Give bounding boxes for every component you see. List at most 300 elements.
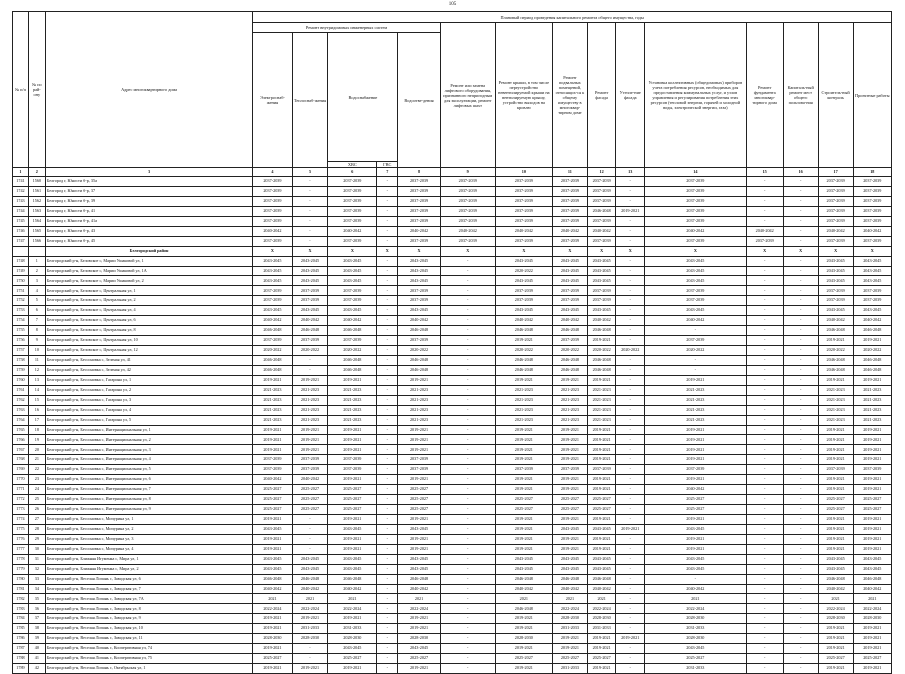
table-cell: 2022-2024 [292,604,328,614]
table-cell: 2020-2022 [587,346,616,356]
column-number-row [13,168,892,177]
table-cell: 2040-2042 [818,584,853,594]
table-cell: Белгородский р-н, Беловское с, Центральная ул, 12 [45,346,253,356]
table-cell: 33 [28,574,45,584]
table-cell: 2028-2030 [398,634,440,644]
table-cell: - [783,266,818,276]
table-cell: 2037-2039 [645,206,747,216]
table-cell: 2043-2045 [253,276,292,286]
table-cell: 1770 [13,475,29,485]
table-cell: 2040-2042 [253,584,292,594]
table-cell: - [616,514,645,524]
table-row [13,524,892,534]
table-cell: 2021-2023 [398,395,440,405]
table-cell: 2040-2042 [853,226,891,236]
table-cell: 2025-2027 [818,505,853,515]
table-cell: - [783,186,818,196]
table-cell: 2019-2021 [398,544,440,554]
table-cell: 2046-2048 [292,574,328,584]
table-cell: 2019-2021 [616,524,645,534]
table-cell: 2021-2023 [495,385,552,395]
table-cell: 2037-2039 [853,206,891,216]
table-cell: - [783,475,818,485]
table-cell: 2028-2030 [587,614,616,624]
table-cell: - [292,544,328,554]
table-cell: 2019-2021 [645,435,747,445]
table-cell: - [440,365,495,375]
table-cell: 2019-2021 [853,644,891,654]
table-cell: 1765 [13,425,29,435]
table-cell: 2040-2042 [398,584,440,594]
table-cell: 25 [28,495,45,505]
table-cell: 2021-2023 [818,405,853,415]
table-cell: 2043-2045 [552,554,587,564]
table-cell: 2043-2045 [645,266,747,276]
table-cell: - [783,405,818,415]
table-cell: Белгородский р-н, Бессоновка с, Мичурина ул, 2 [45,524,253,534]
table-cell: 1754 [13,316,29,326]
table-cell: - [783,415,818,425]
table-cell: 1762 [13,395,29,405]
table-cell: 2020-2022 [853,346,891,356]
table-cell: 2019-2021 [328,425,377,435]
table-cell: - [440,654,495,664]
table-cell: 2043-2045 [328,564,377,574]
table-cell: 22 [28,465,45,475]
table-cell: 2037-2039 [818,196,853,206]
table-cell: 2019-2021 [328,514,377,524]
table-cell: - [746,196,783,206]
table-cell: Белгородский р-н, Бессоновка с, Интернациональная ул, 5 [45,465,253,475]
table-cell: 2019-2021 [253,644,292,654]
table-cell: 2043-2045 [587,256,616,266]
table-cell: 2021 [328,594,377,604]
table-cell: 2037-2039 [552,336,587,346]
table-cell: 2019-2021 [853,435,891,445]
table-cell: 2037-2039 [292,455,328,465]
table-cell: 2046-2048 [495,604,552,614]
table-cell: - [440,584,495,594]
table-cell: - [377,634,398,644]
table-cell: 2037-2039 [853,186,891,196]
table-cell: - [377,206,398,216]
table-cell: 2021-2023 [818,415,853,425]
table-cell: - [746,256,783,266]
table-cell: 1760 [13,375,29,385]
table-cell: 2037-2039 [440,177,495,187]
table-cell: 2040-2042 [645,226,747,236]
header-elec: Электроснаб-жения [253,33,292,168]
table-cell: 2019-2021 [552,534,587,544]
table-cell: 2037-2039 [253,177,292,187]
table-cell: 2019-2021 [552,455,587,465]
table-cell: 2037-2039 [398,336,440,346]
table-cell: 2037-2039 [587,186,616,196]
table-cell: 2043-2045 [253,564,292,574]
table-cell: 2020-2022 [645,346,747,356]
table-cell: 15 [746,168,783,177]
table-cell: - [440,455,495,465]
table-cell: 2025-2027 [587,495,616,505]
table-cell: - [377,326,398,336]
table-cell: 17 [818,168,853,177]
table-cell: - [616,266,645,276]
table-cell: 2037-2039 [253,186,292,196]
table-cell: Белгородский р-н, Бессоновка с, Интернациональная ул, 8 [45,495,253,505]
table-cell: Белгородский р-н, Бессоновка с, Мичурина ул, 4 [45,544,253,554]
table-cell: 15 [28,395,45,405]
table-cell: 2019-2021 [587,445,616,455]
table-cell: - [616,554,645,564]
table-row [13,196,892,206]
table-cell: 2019-2021 [853,425,891,435]
table-cell: - [746,336,783,346]
table-cell: - [377,435,398,445]
table-cell: 1566 [28,236,45,246]
table-cell: X [587,246,616,256]
table-cell: 2046-2048 [552,574,587,584]
table-cell: 2043-2045 [587,276,616,286]
table-cell: 2019-2021 [328,544,377,554]
table-cell: 2043-2045 [292,306,328,316]
table-cell: 2019-2021 [818,425,853,435]
table-cell: 2037-2039 [645,186,747,196]
table-cell: 1771 [13,485,29,495]
table-row [13,495,892,505]
table-row [13,346,892,356]
table-cell: 2043-2045 [398,266,440,276]
table-cell: 1745 [13,216,29,226]
table-row [13,316,892,326]
table-cell: - [746,564,783,574]
table-cell: 2022-2024 [853,604,891,614]
table-cell: - [440,316,495,326]
table-cell: 1 [28,256,45,266]
table-cell: X [552,246,587,256]
table-cell: 2020-2022 [616,346,645,356]
table-row [13,644,892,654]
table-cell: 29 [28,534,45,544]
table-cell: 2043-2045 [587,524,616,534]
table-cell: 2021 [398,594,440,604]
table-cell: - [377,365,398,375]
table-cell: 2043-2045 [328,524,377,534]
table-cell: 2037-2039 [818,296,853,306]
table-cell: 2019-2021 [853,544,891,554]
table-cell: - [440,326,495,336]
table-cell: 2037-2039 [587,236,616,246]
table-cell: 2037-2039 [587,296,616,306]
table-cell: - [616,276,645,286]
table-cell: 2019-2021 [587,534,616,544]
table-row [13,475,892,485]
table-cell: 2019-2021 [853,475,891,485]
table-cell: 31 [28,554,45,564]
table-cell: 3 [45,168,253,177]
table-row [13,326,892,336]
table-cell: 2037-2039 [552,465,587,475]
header-design: Проектные работы [853,23,891,168]
table-cell: 37 [28,614,45,624]
table-cell: - [377,256,398,266]
table-cell: - [783,395,818,405]
table-cell: - [783,485,818,495]
table-cell: - [377,644,398,654]
table-cell: - [746,385,783,395]
table-cell: 2037-2039 [292,336,328,346]
table-cell: 2 [28,168,45,177]
table-cell: 2037-2039 [495,216,552,226]
table-cell: 30 [28,544,45,554]
table-cell: - [440,514,495,524]
table-cell: - [616,664,645,674]
table-cell: 2040-2042 [253,316,292,326]
table-cell: 2019-2021 [328,614,377,624]
table-cell: - [746,365,783,375]
table-cell: 2040-2042 [552,316,587,326]
table-cell: - [746,475,783,485]
table-cell: - [377,236,398,246]
table-cell: 2019-2021 [328,475,377,485]
table-cell: - [377,415,398,425]
table-cell: Белгородский р-н, Бессоновка с, Зеленая ул, 42 [45,365,253,375]
table-cell: 1783 [13,604,29,614]
table-cell: 1741 [13,177,29,187]
table-cell: 2037-2039 [552,216,587,226]
table-cell: 2040-2042 [853,584,891,594]
table-cell: Белгородский р-н, Ближняя Игуменка с, Мира ул, 2 [45,564,253,574]
table-cell: 2020-2022 [818,346,853,356]
table-cell: - [783,534,818,544]
table-cell: 1764 [13,415,29,425]
table-cell: - [616,475,645,485]
table-cell: 2037-2039 [398,236,440,246]
table-cell: - [783,584,818,594]
table-cell: 2037-2039 [645,216,747,226]
table-cell: - [746,186,783,196]
table-cell: 2021 [253,594,292,604]
header-capital: Капиталь-ный ремонт мест общего пользова-ния [783,23,818,168]
table-cell: 2043-2045 [818,306,853,316]
table-cell: Белгородский р-н, Бессоновка с, Интернациональная ул, 9 [45,505,253,515]
table-cell: - [616,296,645,306]
table-cell: 1766 [13,435,29,445]
table-cell: - [616,654,645,664]
table-cell: - [616,236,645,246]
table-cell: 2046-2048 [398,326,440,336]
table-cell: - [377,604,398,614]
table-cell: 1779 [13,564,29,574]
table-cell: 2040-2042 [818,316,853,326]
table-cell: 2040-2042 [645,485,747,495]
table-cell: - [783,465,818,475]
table-cell: 2040-2042 [495,316,552,326]
table-cell: 2043-2045 [495,554,552,564]
table-cell: Белгородский р-н, Беловское с, Марии Ушаковой ул, 1 [45,256,253,266]
table-cell: - [440,425,495,435]
table-cell: 10 [495,168,552,177]
table-cell: - [377,216,398,226]
table-cell: Белгородский р-н, Ближняя Игуменка с, Мира ул, 1 [45,554,253,564]
table-cell: - [440,664,495,674]
table-cell: 2037-2039 [328,216,377,226]
table-cell: - [783,425,818,435]
table-cell: Белгородский район [45,246,253,256]
table-cell: 2031-2033 [292,624,328,634]
table-cell: 2025-2027 [552,495,587,505]
table-cell: 1761 [13,385,29,395]
table-cell: 2043-2045 [253,256,292,266]
table-cell: 1 [13,168,29,177]
table-cell: 2019-2021 [495,336,552,346]
repair-schedule-table [12,11,892,674]
table-cell: 2043-2045 [253,266,292,276]
table-cell: 2021-2023 [253,395,292,405]
table-cell: 2021-2023 [552,415,587,425]
table-cell: 2019-2021 [253,445,292,455]
table-cell: 2021 [552,594,587,604]
table-cell: 2043-2045 [398,276,440,286]
table-cell: 2019-2021 [328,375,377,385]
table-cell: 2037-2039 [552,296,587,306]
table-cell: 2019-2021 [818,544,853,554]
table-cell: - [746,415,783,425]
table-row [13,574,892,584]
table-cell: 2043-2045 [495,564,552,574]
table-cell: 2021-2023 [552,405,587,415]
table-cell: 1782 [13,594,29,604]
table-cell: 2037-2039 [495,236,552,246]
table-cell [28,246,45,256]
table-cell: 2019-2021 [552,544,587,554]
table-cell: - [440,614,495,624]
table-cell: 1742 [13,186,29,196]
table-cell: - [783,445,818,455]
table-cell: 2037-2039 [328,196,377,206]
table-cell: 2046-2048 [587,355,616,365]
table-cell: 2037-2039 [818,186,853,196]
table-cell: - [746,455,783,465]
table-cell: 2019-2021 [398,534,440,544]
table-cell: - [616,306,645,316]
table-cell: 2043-2045 [253,554,292,564]
table-cell: 2025-2027 [292,505,328,515]
table-cell: - [440,594,495,604]
header-water: Водоснабжение [328,33,398,162]
table-cell: 2025-2027 [398,654,440,664]
table-cell: 2043-2045 [292,554,328,564]
table-cell: 2040-2042 [253,475,292,485]
table-cell: Белгородский р-н, Бессоновка с, Интернациональная ул, 2 [45,435,253,445]
table-cell: - [616,564,645,574]
table-cell: - [783,276,818,286]
table-cell: - [377,296,398,306]
table-cell: 2021 [587,594,616,604]
table-cell: - [616,415,645,425]
table-cell: 2037-2039 [253,236,292,246]
table-cell: 2019-2021 [292,375,328,385]
table-cell: 2037-2039 [495,196,552,206]
table-cell: - [746,485,783,495]
table-cell: - [746,644,783,654]
table-cell: 2043-2045 [853,306,891,316]
table-cell: - [783,594,818,604]
table-cell: - [746,554,783,564]
table-cell: 2037-2039 [853,465,891,475]
table-cell: 2021-2023 [328,415,377,425]
table-cell: - [440,385,495,395]
table-cell: Белгородский р-н, Веселая Лопань с, Кооперативная ул, 75 [45,654,253,664]
header-facade: Ремонт фасада [587,23,616,168]
table-cell: - [783,654,818,664]
table-cell: - [616,445,645,455]
table-cell: - [377,445,398,455]
table-cell: 2037-2039 [328,336,377,346]
table-cell: 2037-2039 [328,186,377,196]
table-cell: - [440,534,495,544]
table-cell: 2019-2021 [853,514,891,524]
table-cell: - [746,286,783,296]
table-cell: - [616,177,645,187]
table-cell: Белгородский р-н, Бессоновка с, Зеленая ул, 41 [45,355,253,365]
table-cell: 2019-2021 [398,614,440,624]
table-row [13,226,892,236]
table-cell: 2043-2045 [398,524,440,534]
table-cell: - [616,505,645,515]
table-cell: 26 [28,505,45,515]
table-cell: 2025-2027 [292,485,328,495]
table-cell: - [377,196,398,206]
table-cell: 2019-2021 [818,375,853,385]
table-cell: 2025-2027 [253,485,292,495]
table-cell: - [440,544,495,554]
table-cell: - [377,495,398,505]
table-cell: - [616,435,645,445]
table-cell: - [783,196,818,206]
table-cell: 1789 [13,664,29,674]
table-cell: 2037-2039 [440,216,495,226]
table-cell: - [746,206,783,216]
table-cell: 2046-2048 [853,365,891,375]
table-row [13,336,892,346]
table-cell: - [616,614,645,624]
table-cell: - [377,276,398,286]
table-cell: - [377,475,398,485]
page-number: 105 [448,2,457,7]
table-row [13,216,892,226]
table-cell: 2037-2039 [853,216,891,226]
table-cell: - [746,306,783,316]
table-cell: 2019-2021 [495,455,552,465]
table-cell: 2019-2021 [616,206,645,216]
table-cell: X [783,246,818,256]
table-cell: - [783,226,818,236]
table-cell: 2043-2045 [587,306,616,316]
table-cell: - [440,415,495,425]
table-cell: 1780 [13,574,29,584]
table-row [13,604,892,614]
table-cell: - [783,336,818,346]
table-cell: 2043-2045 [292,564,328,574]
table-cell: 2040-2042 [746,226,783,236]
table-cell: 2019-2021 [253,425,292,435]
table-cell: 2040-2042 [552,226,587,236]
table-cell: 2019-2021 [398,375,440,385]
table-cell: 2040-2042 [328,316,377,326]
table-cell: 28 [28,524,45,534]
table-cell: 2020-2022 [328,346,377,356]
table-cell: Белгородский р-н, Веселая Лопань с, Заводская ул, 7А [45,594,253,604]
